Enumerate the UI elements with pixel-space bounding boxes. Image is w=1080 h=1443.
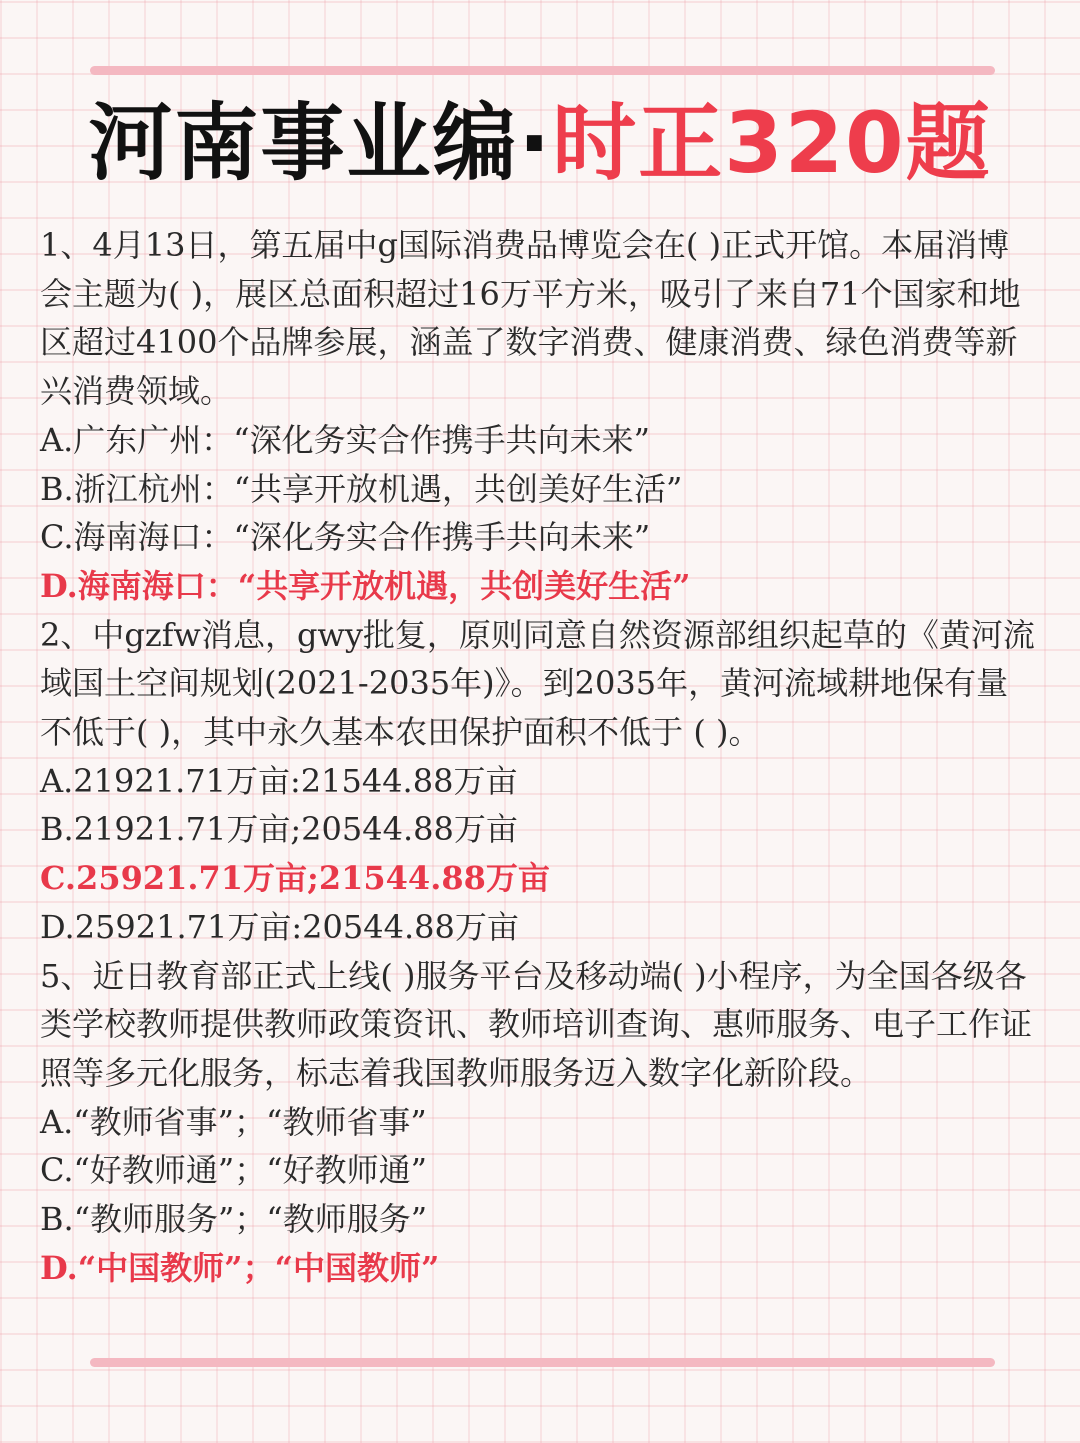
question-1-option-a: A.广东广州：“深化务实合作携手共向未来” xyxy=(40,420,651,459)
question-5-option-b: B.“教师服务”；“教师服务” xyxy=(40,1200,428,1239)
question-1 xyxy=(40,221,1040,611)
question-2-option-d: D.25921.71万亩:20544.88万亩 xyxy=(40,907,519,946)
question-2-stem: 2、中gzfw消息，gwy批复，原则同意自然资源部组织起草的《黄河流域国土空间规划(2021-2035年)》。到2035年，黄河流域耕地保有量不低于( )，其中永久基本农田保护面积不低于 ( )。 xyxy=(40,615,1035,752)
question-1-option-b: B.浙江杭州：“共享开放机遇，共创美好生活” xyxy=(40,469,683,508)
question-5-stem: 5、近日教育部正式上线( )服务平台及移动端( )小程序，为全国各级各类学校教师提供教师政策资讯、教师培训查询、惠师服务、电子工作证照等多元化服务，标志着我国教师服务迈入数字化新阶段。 xyxy=(40,956,1033,1092)
bottom-decorative-bar xyxy=(90,1358,995,1367)
page-title xyxy=(0,88,1080,198)
question-5 xyxy=(40,952,1040,1293)
question-1-answer: D.海南海口：“共享开放机遇，共创美好生活” xyxy=(40,566,691,605)
title-main: 河南事业编· xyxy=(88,94,553,192)
question-2 xyxy=(40,611,1040,952)
question-list xyxy=(40,221,1040,1292)
top-decorative-bar xyxy=(90,66,995,75)
question-2-answer: C.25921.71万亩;21544.88万亩 xyxy=(40,859,550,898)
question-1-option-c: C.海南海口：“深化务实合作携手共向未来” xyxy=(40,518,651,557)
question-2-option-b: B.21921.71万亩;20544.88万亩 xyxy=(40,810,518,849)
question-5-answer: D.“中国教师”；“中国教师” xyxy=(40,1248,440,1287)
question-1-stem: 1、4月13日，第五届中g国际消费品博览会在( )正式开馆。本届消博会主题为( )，展区总面积超过16万平方米，吸引了来自71个国家和地区超过4100个品牌参展，涵盖了数字消费、健康消费、绿色消费等新兴消费领域。 xyxy=(40,226,1021,411)
title-highlight: 时正320题 xyxy=(552,94,992,192)
question-5-option-a: A.“教师省事”；“教师省事” xyxy=(40,1102,427,1141)
question-5-option-c: C.“好教师通”；“好教师通” xyxy=(40,1151,427,1190)
question-2-option-a: A.21921.71万亩:21544.88万亩 xyxy=(40,761,518,800)
